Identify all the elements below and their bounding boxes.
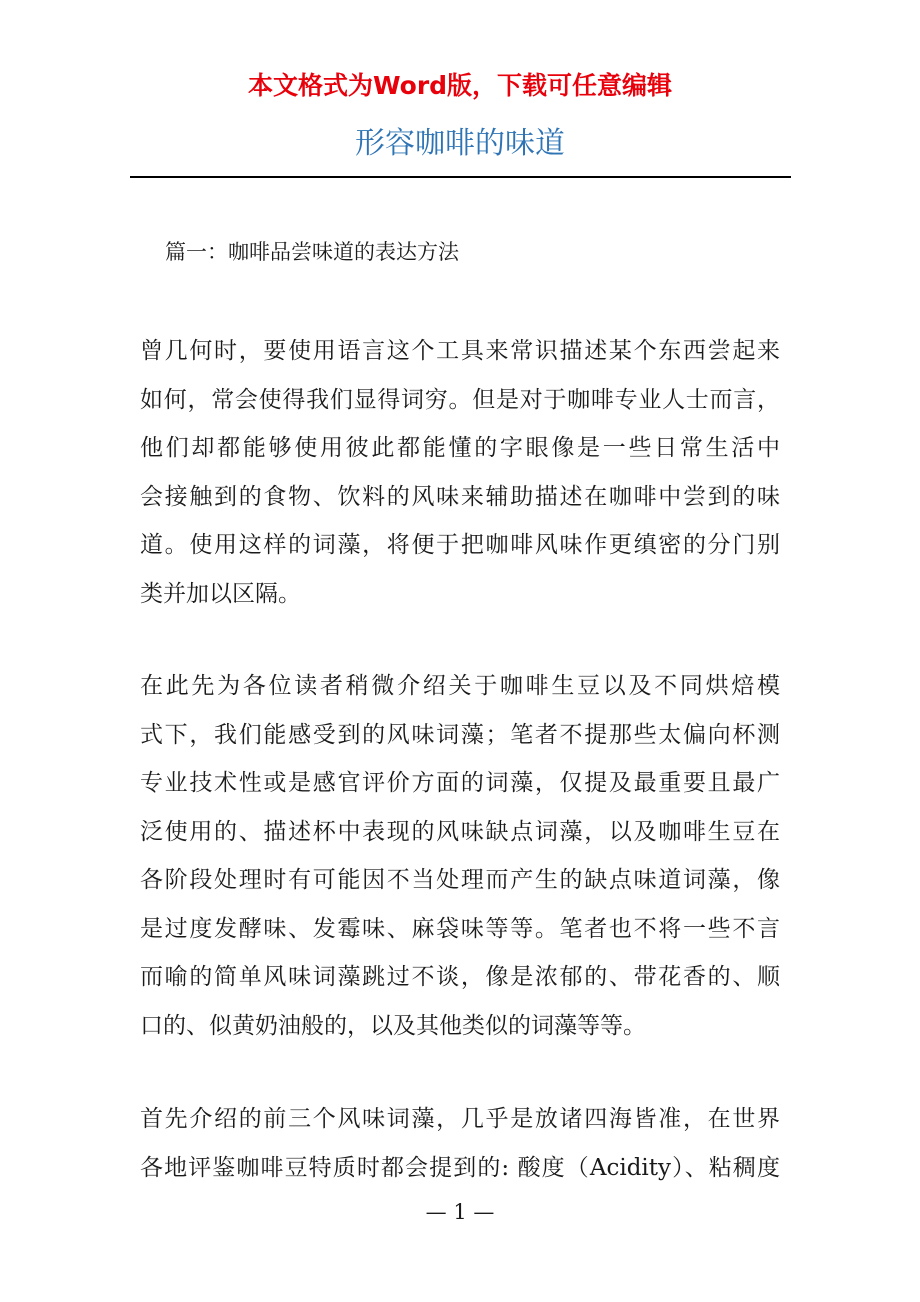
format-notice-banner: 本文格式为Word版，下载可任意编辑 [247,71,673,100]
text-line: 如何，常会使得我们显得词穷。但是对于咖啡专业人士而言， [140,386,780,413]
text-line: 口的、似黄奶油般的，以及其他类似的词藻等等。 [140,1012,646,1039]
text-line: 他们却都能够使用彼此都能懂的字眼像是一些日常生活中 [140,435,780,461]
text-line: 会接触到的食物、饮料的风味来辅助描述在咖啡中尝到的味 [140,483,780,510]
text-line: 各地评鉴咖啡豆特质时都会提到的: 酸度（Acidity）、粘稠度 [140,1154,780,1181]
paragraph-2 [140,662,780,1050]
text-line: 道。使用这样的词藻，将便于把咖啡风味作更缜密的分门别 [140,532,780,558]
paragraph-3 [140,1095,780,1192]
paragraph-1 [140,327,780,618]
page-number: — 1 — [425,1200,495,1224]
document-title: 形容咖啡的味道 [355,126,565,161]
text-line: 各阶段处理时有可能因不当处理而产生的缺点味道词藻，像 [140,867,780,893]
text-line: 泛使用的、描述杯中表现的风味缺点词藻，以及咖啡生豆在 [140,818,780,845]
text-line: 是过度发酵味、发霉味、麻袋味等等。笔者也不将一些不言 [140,915,780,942]
text-line: 式下，我们能感受到的风味词藻；笔者不提那些太偏向杯测 [140,721,780,748]
text-line: 类并加以区隔。 [140,580,301,607]
text-line: 曾几何时，要使用语言这个工具来常识描述某个东西尝起来 [140,338,780,364]
section-heading: 篇一：咖啡品尝味道的表达方法 [165,240,459,264]
text-line: 首先介绍的前三个风味词藻，几乎是放诸四海皆准，在世界 [140,1106,780,1132]
text-line: 在此先为各位读者稍微介绍关于咖啡生豆以及不同烘焙模 [140,673,780,699]
text-line: 专业技术性或是感官评价方面的词藻，仅提及最重要且最广 [140,770,780,796]
text-line: 而喻的简单风味词藻跳过不谈，像是浓郁的、带花香的、顺 [140,964,780,990]
title-divider [130,176,791,178]
